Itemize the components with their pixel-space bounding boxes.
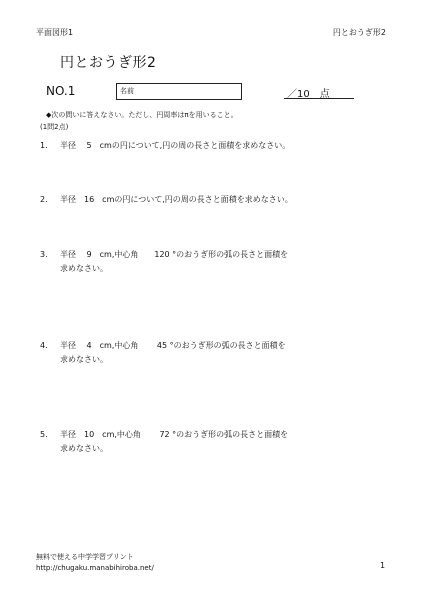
footer-site-name: 無料で使える中学学習プリント [36,553,134,561]
question-text: 半径 9 cm,中心角 120 °のおうぎ形の弧の長さと面積を [60,250,289,259]
question-text: 半径 5 cmの円について,円の周の長さと面積を求めなさい。 [60,141,291,150]
question-3 [40,248,288,276]
question-text-continued: 求めなさい。 [60,264,108,273]
question-number: 1. [40,141,48,150]
question-text: 半径 10 cm,中心角 72 °のおうぎ形の弧の長さと面積を [60,430,289,439]
question-number: 2. [40,195,48,204]
header-left: 平面図形1 [36,28,74,37]
question-text: 半径 16 cmの円について,円の周の長さと面積を求めなさい。 [60,195,293,204]
header-right: 円とおうぎ形2 [332,28,386,37]
question-number: 4. [40,341,48,350]
question-text-continued: 求めなさい。 [60,444,108,453]
points-note: (1問2点) [40,123,69,131]
instructions: ◆次の問いに答えなさい。ただし、円周率はπを用いること。 [46,111,238,119]
question-number: 5. [40,430,48,439]
question-2 [40,193,293,207]
question-text-continued: 求めなさい。 [60,355,108,364]
name-label: 名前 [120,87,134,95]
score-underline [284,98,354,99]
question-text: 半径 4 cm,中心角 45 °のおうぎ形の弧の長さと面積を [60,341,286,350]
question-4 [40,339,286,367]
footer-url[interactable]: http://chugaku.manabihiroba.net/ [36,564,154,572]
question-number: 3. [40,250,48,259]
question-1 [40,139,290,153]
page-title: 円とおうぎ形2 [60,55,157,71]
name-field[interactable] [116,83,242,100]
worksheet-number: NO.1 [46,84,76,98]
question-5 [40,428,288,456]
score-label: ／10 点 [287,89,330,100]
page-number: 1 [380,561,386,570]
